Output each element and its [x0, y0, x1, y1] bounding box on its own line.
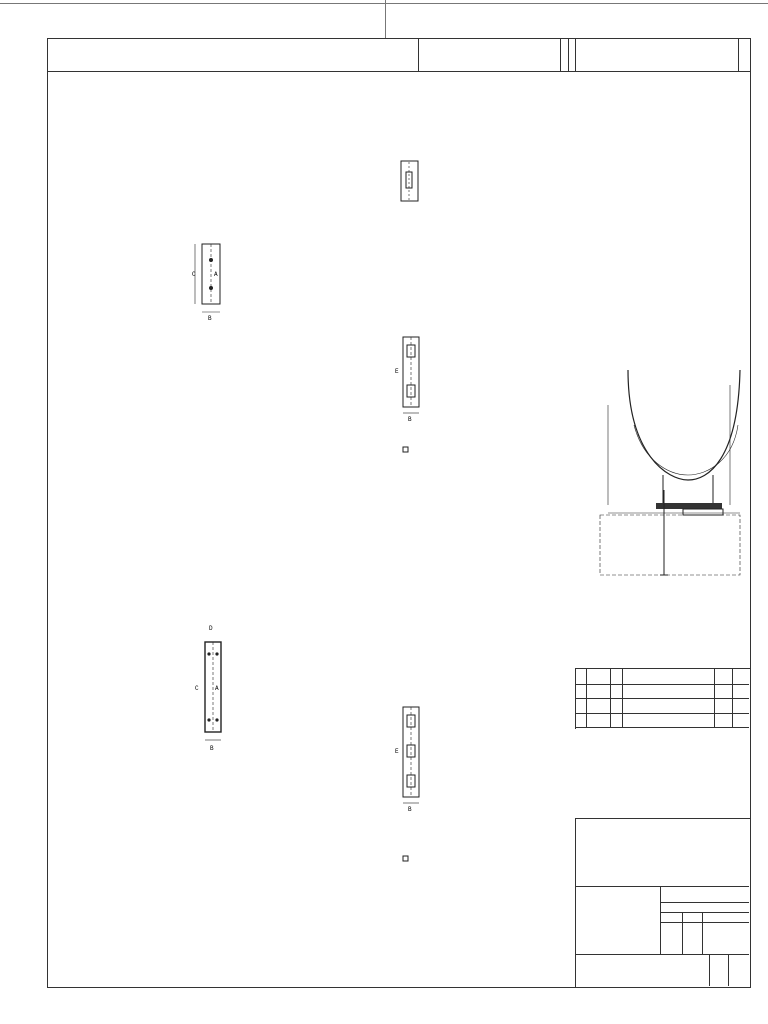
- svg-text:E: E: [395, 748, 399, 755]
- rev-v4: [714, 668, 715, 728]
- svg-text:C: C: [195, 685, 199, 692]
- title-v-sheet: [728, 954, 729, 986]
- title-h4: [660, 922, 749, 923]
- rev-v1: [586, 668, 587, 728]
- svg-text:B: B: [408, 806, 412, 813]
- svg-text:B: B: [208, 315, 212, 322]
- title-v-issue: [709, 954, 710, 986]
- title-v-design: [682, 912, 683, 954]
- title-v-engr: [702, 912, 703, 954]
- two-anchor-sketch: [192, 242, 232, 322]
- rev-v5: [732, 668, 733, 728]
- pocket-small-icon-1: [402, 446, 410, 454]
- title-h3: [660, 912, 749, 913]
- svg-text:C: C: [192, 271, 196, 278]
- svg-text:A: A: [215, 685, 219, 692]
- svg-text:D: D: [209, 625, 213, 632]
- pocket-sketch-1: [400, 160, 420, 204]
- rev-h4: [575, 727, 749, 728]
- rev-h1: [575, 684, 749, 685]
- title-h2: [660, 902, 749, 903]
- title-h1: [575, 886, 749, 887]
- rev-h3: [575, 713, 749, 714]
- svg-text:B: B: [210, 745, 214, 752]
- rev-v2: [610, 668, 611, 728]
- svg-text:E: E: [395, 368, 399, 375]
- title-h5: [575, 954, 749, 955]
- svg-text:B: B: [408, 416, 412, 423]
- rev-v3: [622, 668, 623, 728]
- three-pocket-sketch: [395, 705, 425, 815]
- title-v-scale: [660, 886, 661, 954]
- rev-h2: [575, 698, 749, 699]
- pocket-small-icon-2: [402, 855, 410, 863]
- saddle-detail-drawing: [598, 365, 748, 610]
- two-pocket-sketch: [395, 335, 425, 425]
- scale-ruler: [185, 972, 555, 986]
- four-anchor-sketch: [195, 622, 231, 752]
- svg-text:A: A: [214, 271, 218, 278]
